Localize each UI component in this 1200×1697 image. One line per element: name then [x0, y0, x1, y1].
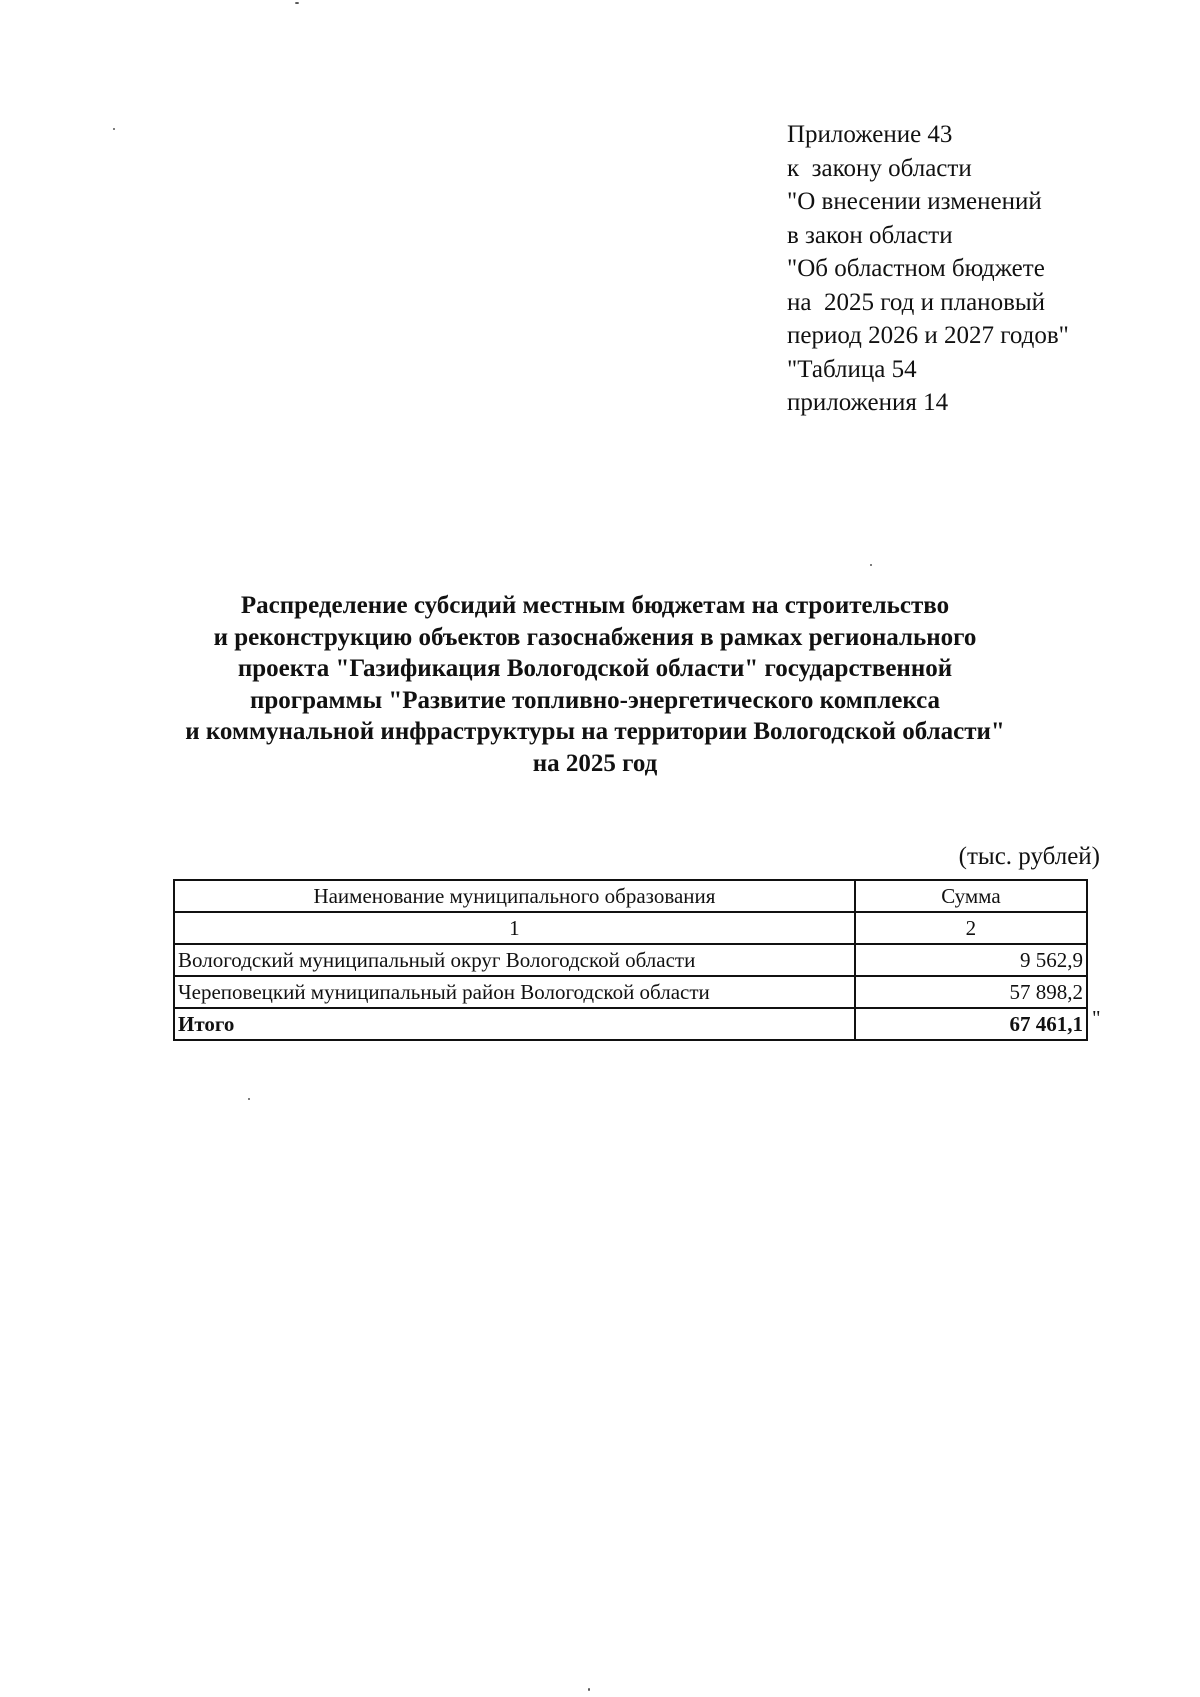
- title-line: программы "Развитие топливно-энергетического комплекса: [249, 686, 941, 714]
- header-line: "О внесении изменений: [787, 188, 1042, 215]
- scan-speck: [248, 1098, 250, 1100]
- header-line: к закону области: [787, 154, 972, 182]
- scan-speck: [870, 564, 872, 566]
- header-line: на 2025 год и плановый: [787, 288, 1046, 316]
- header-line: "Об областном бюджете: [787, 255, 1045, 282]
- municipality-name-cell: Вологодский муниципальный округ Вологодской области: [174, 944, 855, 976]
- header-line: Приложение 43: [787, 121, 953, 148]
- scan-speck: [295, 2, 299, 4]
- header-line: в закон области: [787, 221, 953, 249]
- title-line: и коммунальной инфраструктуры на территории Вологодской области": [185, 718, 1005, 745]
- table-header-row: [174, 880, 1087, 912]
- column-number-cell: 1: [174, 912, 855, 944]
- units-label: (тыс. рублей): [958, 843, 1100, 870]
- header-line: период 2026 и 2027 годов": [787, 322, 1069, 349]
- title-line: на 2025 год: [532, 749, 658, 777]
- subsidy-table: [173, 879, 1088, 1041]
- total-label-cell: Итого: [174, 1008, 855, 1040]
- amount-cell: 57 898,2: [855, 976, 1087, 1008]
- total-row: [174, 1008, 1087, 1040]
- scan-speck: [113, 128, 115, 130]
- title-line: проекта "Газификация Вологодской области" государственной: [237, 655, 953, 682]
- header-line: приложения 14: [787, 389, 949, 416]
- header-line: "Таблица 54: [787, 355, 917, 383]
- closing-quote-mark: ": [1092, 1006, 1101, 1030]
- scan-speck: [588, 1688, 590, 1691]
- column-numbers-row: [174, 912, 1087, 944]
- total-amount-cell: 67 461,1: [855, 1008, 1087, 1040]
- header-sum-cell: Сумма: [855, 880, 1087, 912]
- title-line: и реконструкцию объектов газоснабжения в рамках регионального: [213, 623, 977, 651]
- column-number-cell: 2: [855, 912, 1087, 944]
- municipality-name-cell: Череповецкий муниципальный район Вологодской области: [174, 976, 855, 1008]
- amount-cell: 9 562,9: [855, 944, 1087, 976]
- table-row: [174, 944, 1087, 976]
- document-title: [150, 590, 1040, 779]
- appendix-header: [787, 118, 1167, 420]
- table-row: [174, 976, 1087, 1008]
- header-name-cell: Наименование муниципального образования: [174, 880, 855, 912]
- title-line: Распределение субсидий местным бюджетам на строительство: [240, 592, 950, 619]
